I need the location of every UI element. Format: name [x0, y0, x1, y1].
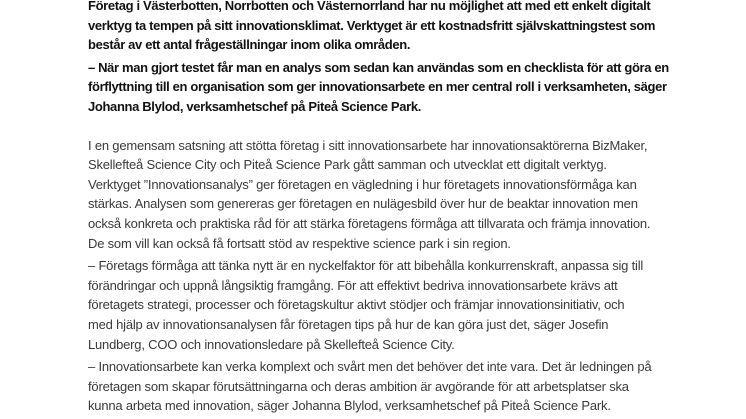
text-line: också konkreta och praktiska råd för att stärka företagens förmåga att tillvarata och främja innovation. [88, 215, 651, 231]
lead-paragraph [88, 0, 728, 55]
text-line: Lundberg, COO och innovationsledare på Skellefteå Science City. [88, 336, 455, 352]
text-line: företagets strategi, processer och företagskultur aktivt stödjer och främjar innovationsinitiativ, och [88, 297, 625, 313]
text-line: kunna arbeta med innovation, säger Johanna Blylod, verksamhetschef på Piteå Science Park. [88, 398, 611, 414]
text-line: – När man gjort testet får man en analys som sedan kan användas som en checklista för att göra en [88, 59, 669, 75]
body-paragraph [88, 357, 728, 416]
text-line: Företag i Västerbotten, Norrbotten och Västernorrland har nu möjlighet att med ett enkelt digitalt [88, 0, 651, 13]
text-line: De som vill kan också få fortsatt stöd av respektive science park i sin region. [88, 235, 511, 251]
body-paragraph [88, 256, 728, 354]
text-line: stärkas. Analysen som genereras ger företagen en nulägesbild över hur de beaktar innovation men [88, 196, 638, 212]
text-line: verktyg ta tempen på sitt innovationsklimat. Verktyget är ett kostnadsfritt självskattningstest som [88, 17, 656, 33]
text-line: består av ett antal frågeställningar inom olika områden. [88, 37, 411, 53]
text-line: företagen som skapar förutsättningarna och deras ambition är avgörande för att arbetsplatser ska [88, 378, 629, 394]
text-line: Johanna Blylod, verksamhetschef på Piteå Science Park. [88, 98, 421, 114]
text-line: Verktyget ”Innovationsanalys” ger företagen en vägledning i hur företagets innovationsförmåga kan [88, 176, 637, 192]
text-line: förändringar och uppnå långsiktig framgång. För att effektivt bedriva innovationsarbete krävs att [88, 277, 618, 293]
text-line: I en gemensam satsning att stötta företag i sitt innovationsarbete har innovationsaktörerna BizMaker, [88, 137, 648, 153]
press-release-text-block [88, 0, 728, 419]
text-line: förflyttning till en organisation som ger innovationsarbete en mer central roll i verksamheten, säger [88, 79, 667, 95]
text-line: med hjälp av innovationsanalysen får företagen tips på hur de kan göra just det, säger Josefin [88, 316, 609, 332]
text-line: – Företags förmåga att tänka nytt är en nyckelfaktor för att bibehålla konkurrenskraft, anpassa sig till [88, 258, 644, 274]
text-line: – Innovationsarbete kan verka komplext och svårt men det behöver det inte vara. Det är ledningen på [88, 359, 652, 375]
lead-paragraph [88, 58, 728, 117]
body-paragraph [88, 136, 728, 254]
text-line: Skellefteå Science City och Piteå Science Park gått samman och utvecklat ett digitalt verktyg. [88, 157, 607, 173]
